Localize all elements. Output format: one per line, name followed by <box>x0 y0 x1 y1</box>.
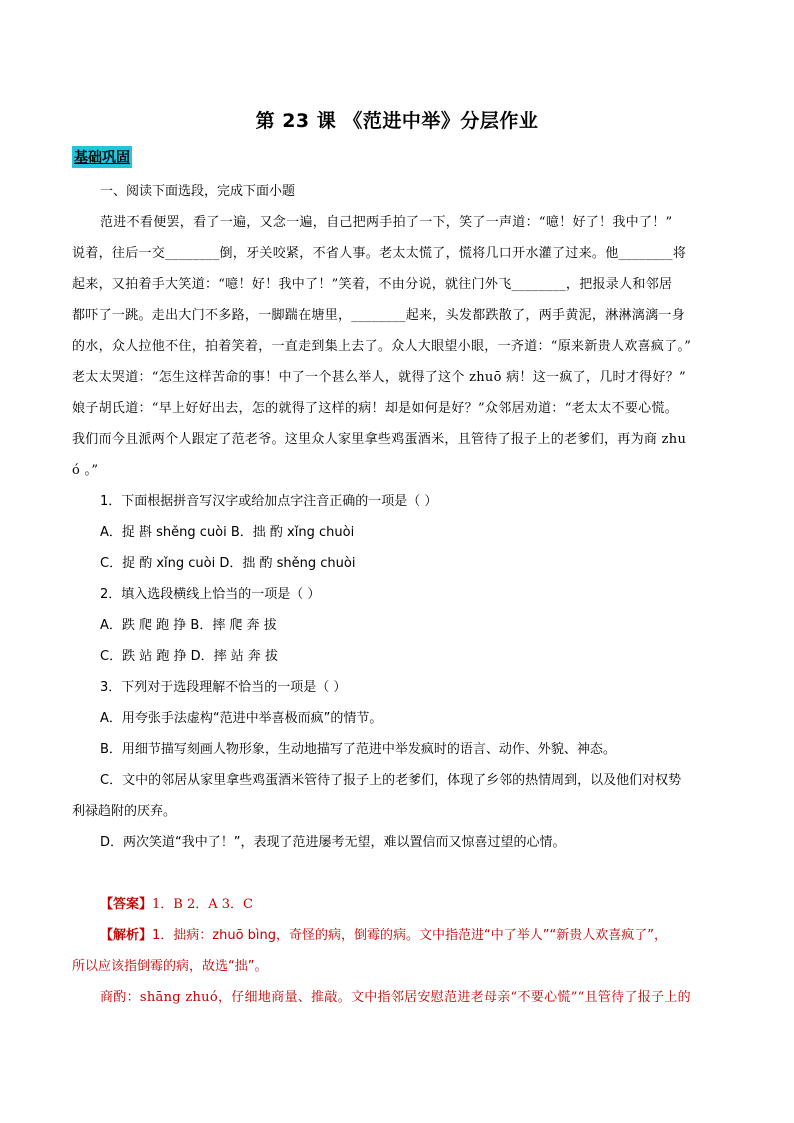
passage-line: 起来，又拍着手大笑道：“噫！好！我中了！”笑着，不由分说，就往门外飞________，把报录人和邻居 <box>72 277 673 292</box>
question-1-options-ab: A．捉 斟 shěng cuòi B．拙 酌 xǐng chuòi <box>100 525 355 540</box>
instruction: 一、阅读下面选段，完成下面小题 <box>100 184 296 199</box>
answer-line <box>100 893 253 912</box>
question-1-stem: 1．下面根据拼音写汉字或给加点字注音正确的一项是（ ） <box>100 494 438 509</box>
passage-line: 我们而今且派两个人跟定了范老爷。这里众人家里拿些鸡蛋酒米，且管待了报子上的老爹们，再为商 zhu <box>72 432 687 447</box>
passage-line: 范进不看便罢，看了一遍，又念一遍，自己把两手拍了一下，笑了一声道：“噫！好了！我中了！” <box>100 215 673 230</box>
analysis-text-1: 1．拙病：zhuō bìng，奇怪的病，倒霉的病。文中指范进“中了举人”“新贵人欢喜疯了”， <box>152 928 667 943</box>
answer-label: 【答案】 <box>100 897 153 912</box>
answer-text: 1．B 2．A 3．C <box>152 897 253 912</box>
question-3-option-c-cont: 利禄趋附的厌弃。 <box>72 804 177 819</box>
question-3-stem: 3．下列对于选段理解不恰当的一项是（ ） <box>100 680 347 695</box>
question-2-options-cd: C．跌 站 跑 挣 D．摔 站 奔 拔 <box>100 649 279 664</box>
passage-line: 都吓了一跳。走出大门不多路，一脚踹在塘里，________起来，头发都跌散了，两手黄泥，淋淋漓漓一身 <box>72 308 685 323</box>
question-3-option-d: D．两次笑道“我中了！”，表现了范进屡考无望，难以置信而又惊喜过望的心情。 <box>100 835 566 850</box>
passage-line: 老太太哭道：“怎生这样苦命的事！中了一个甚么举人，就得了这个 zhuō 病！这一疯了，几时才得好？” <box>72 370 686 385</box>
analysis-text-2: 所以应该指倒霉的病，故选“拙”。 <box>72 959 268 974</box>
passage-line: 娘子胡氏道：“早上好好出去，怎的就得了这样的病！却是如何是好？”众邻居劝道：“老太太不要心慌。 <box>72 401 679 416</box>
question-1-options-cd: C．捉 酌 xǐng cuòi D．拙 酌 shěng chuòi <box>100 556 356 571</box>
section-tag: 基础巩固 <box>72 146 132 168</box>
page-title: 第 23 课 《范进中举》分层作业 <box>255 110 539 132</box>
question-2-options-ab: A．跌 爬 跑 挣 B．摔 爬 奔 拔 <box>100 618 277 633</box>
analysis-text-3: 商酌：shāng zhuó，仔细地商量、推敲。文中指邻居安慰范进老母亲“不要心慌”“且管待了报子上的 <box>100 990 691 1005</box>
question-3-option-c: C．文中的邻居从家里拿些鸡蛋酒米管待了报子上的老爹们，体现了乡邻的热情周到，以及他们对权势 <box>100 773 682 788</box>
analysis-line <box>100 924 667 943</box>
analysis-label: 【解析】 <box>100 928 153 943</box>
passage-line: ó 。” <box>72 463 99 478</box>
question-3-option-b: B．用细节描写刻画人物形象，生动地描写了范进中举发疯时的语言、动作、外貌、神态。 <box>100 742 616 757</box>
passage-line: 说着，往后一交________倒，牙关咬紧，不省人事。老太太慌了，慌将几口开水灌了过来。他________将 <box>72 246 687 261</box>
passage-line: 的水，众人拉他不住，拍着笑着，一直走到集上去了。众人大眼望小眼，一齐道：“原来新贵人欢喜疯了。” <box>72 339 692 354</box>
question-2-stem: 2．填入选段横线上恰当的一项是（ ） <box>100 587 321 602</box>
question-3-option-a: A．用夸张手法虚构“范进中举喜极而疯”的情节。 <box>100 711 383 726</box>
